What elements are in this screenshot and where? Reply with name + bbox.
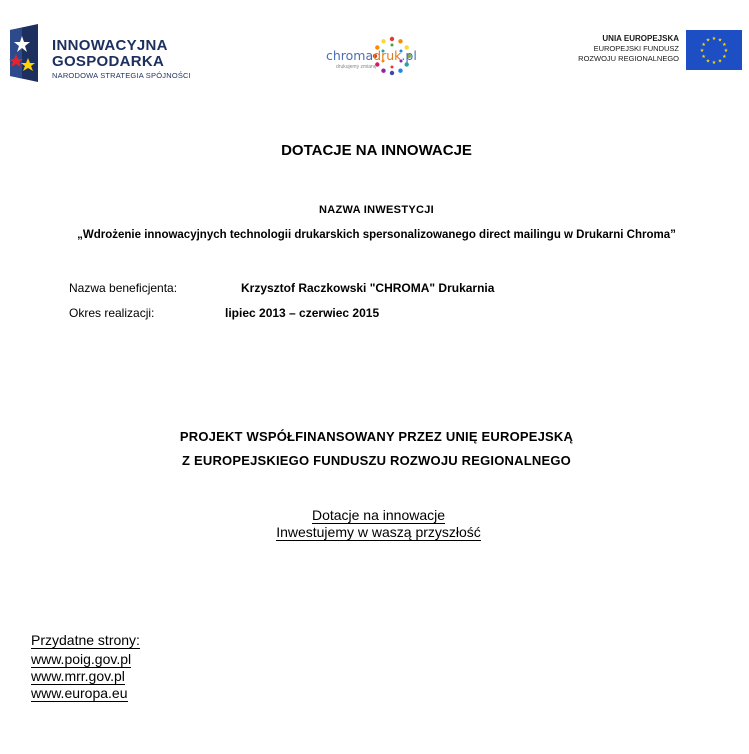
svg-text:★: ★: [723, 48, 729, 54]
svg-text:★: ★: [722, 42, 727, 48]
chroma-tagline: drukujemy zmianę: [336, 64, 377, 70]
chroma-word-part1: chroma: [326, 48, 374, 63]
slogan-line1: [0, 507, 749, 523]
period-label: Okres realizacji:: [69, 306, 155, 320]
eu-flag-icon: [686, 30, 742, 70]
useful-links-heading-text: Przydatne strony:: [31, 632, 140, 648]
svg-text:★: ★: [717, 58, 723, 65]
link-mrr-text[interactable]: www.mrr.gov.pl: [31, 668, 125, 684]
eu-fund-line: EUROPEJSKI FUNDUSZ: [593, 44, 679, 53]
svg-text:★: ★: [705, 58, 711, 65]
slogan-line2-text: Inwestujemy w waszą przyszłość: [276, 524, 481, 540]
beneficiary-value: Krzysztof Raczkowski "CHROMA" Drukarnia: [241, 281, 495, 295]
eu-logo-text: [578, 34, 679, 64]
ig-star-flag-icon: [8, 24, 40, 84]
slogan-line2: [0, 524, 749, 540]
link-poig[interactable]: [31, 651, 131, 668]
ig-title-line1: INNOWACYJNA: [52, 37, 168, 54]
period-value: lipiec 2013 – czerwiec 2015: [225, 306, 380, 320]
svg-text:★: ★: [717, 37, 723, 44]
link-europa[interactable]: [31, 685, 128, 702]
svg-text:★: ★: [701, 54, 706, 60]
chroma-word-part2: druk: [373, 48, 402, 63]
investment-label: NAZWA INWESTYCJI: [318, 204, 434, 216]
svg-text:★: ★: [699, 48, 705, 54]
chromadruk-logo: [326, 36, 418, 78]
project-cofinanced-line2: Z EUROPEJSKIEGO FUNDUSZU ROZWOJU REGIONALNEGO: [182, 453, 571, 468]
slogan-line1-text: Dotacje na innowacje: [311, 507, 446, 523]
link-europa-text[interactable]: www.europa.eu: [31, 685, 128, 701]
useful-links-heading: [31, 632, 140, 649]
svg-text:★: ★: [701, 42, 706, 48]
beneficiary-label: Nazwa beneficjenta:: [69, 281, 178, 295]
project-cofinanced-line1: PROJEKT WSPÓŁFINANSOWANY PRZEZ UNIĘ EUROPEJSKĄ: [179, 429, 574, 444]
chroma-wordmark: [326, 48, 417, 63]
link-mrr[interactable]: [31, 668, 125, 685]
svg-text:★: ★: [722, 54, 727, 60]
document-title: DOTACJE NA INNOWACJE: [281, 142, 472, 159]
investment-name: „Wdrożenie innowacyjnych technologii drukarskich spersonalizowanego direct mailingu w Drukarni Chroma”: [77, 229, 676, 241]
svg-text:★: ★: [711, 36, 717, 42]
innowacyjna-gospodarka-logo: [8, 24, 198, 86]
eu-region-line: ROZWOJU REGIONALNEGO: [578, 54, 679, 63]
svg-text:★: ★: [711, 60, 717, 66]
svg-text:★: ★: [705, 37, 711, 44]
ig-subtitle: NARODOWA STRATEGIA SPÓJNOŚCI: [52, 71, 191, 80]
eu-title: UNIA EUROPEJSKA: [602, 34, 679, 43]
ig-title-line2: GOSPODARKA: [52, 53, 165, 70]
chroma-word-part3: .pl: [401, 48, 417, 63]
link-poig-text[interactable]: www.poig.gov.pl: [31, 651, 132, 667]
